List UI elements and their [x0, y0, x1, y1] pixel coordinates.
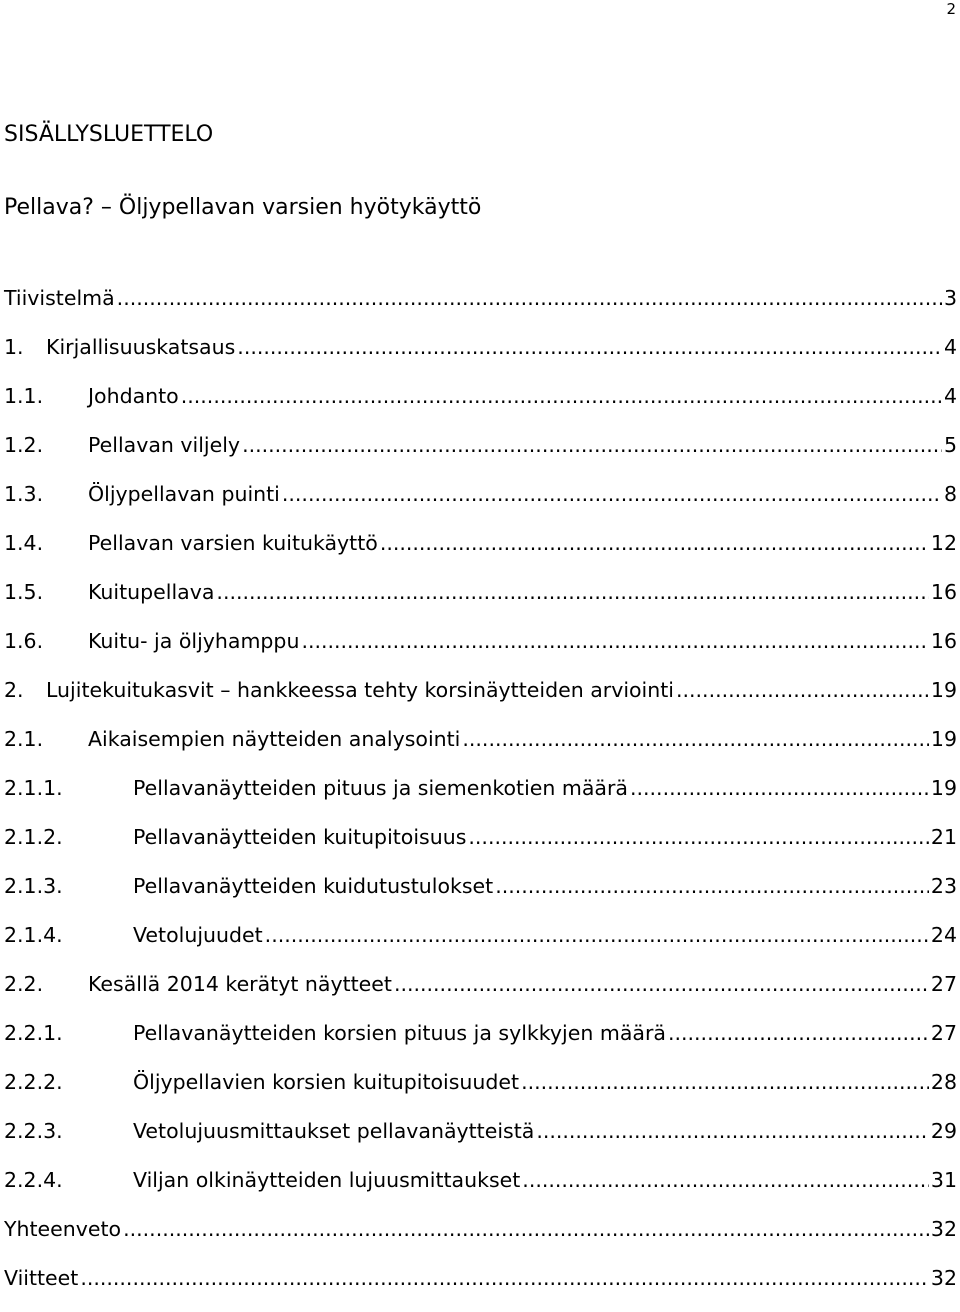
toc-dot-leader [522, 1165, 929, 1195]
toc-entry-page: 28 [930, 1070, 957, 1094]
toc-entry[interactable] [4, 626, 957, 675]
toc-entry[interactable] [4, 773, 957, 822]
toc-entry-number: 2.2.4. [4, 1168, 63, 1192]
toc-entry-title: Pellavanäytteiden kuidutustulokset [133, 874, 494, 898]
toc-entry-number: 2.1. [4, 727, 44, 751]
toc-entry-page: 23 [930, 874, 957, 898]
toc-entry-number: 1.6. [4, 629, 44, 653]
toc-entry[interactable] [4, 724, 957, 773]
toc-entry-number: 2.2. [4, 972, 44, 996]
toc-entry-number: 2. [4, 678, 24, 702]
toc-entry-title: Lujitekuitukasvit – hankkeessa tehty korsinäytteiden arviointi [46, 678, 674, 702]
toc-entry-number: 2.1.1. [4, 776, 63, 800]
toc-entry[interactable] [4, 1214, 957, 1263]
toc-dot-leader [676, 675, 929, 705]
toc-entry[interactable] [4, 479, 957, 528]
toc-entry-page: 31 [930, 1168, 957, 1192]
toc-entry-page: 3 [943, 286, 957, 310]
toc-entry-title: Pellavanäytteiden pituus ja siemenkotien määrä [133, 776, 628, 800]
toc-entry-page: 4 [943, 335, 957, 359]
toc-entry-title: Vetolujuudet [133, 923, 263, 947]
toc-entry-number: 1.3. [4, 482, 44, 506]
toc-entry-title: Pellavanäytteiden korsien pituus ja sylkkyjen määrä [133, 1021, 666, 1045]
toc-entry-page: 24 [930, 923, 957, 947]
toc-entry[interactable] [4, 283, 957, 332]
toc-entry-page: 19 [930, 727, 957, 751]
toc-dot-leader [668, 1018, 929, 1048]
toc-entry-number: 2.2.3. [4, 1119, 63, 1143]
toc-entry-page: 12 [930, 531, 957, 555]
toc-heading: SISÄLLYSLUETTELO [4, 122, 214, 147]
toc-entry[interactable] [4, 577, 957, 626]
toc-entry[interactable] [4, 1116, 957, 1165]
toc-dot-leader [630, 773, 929, 803]
toc-dot-leader [394, 969, 929, 999]
toc-entry-page: 8 [943, 482, 957, 506]
toc-entry-title: Kirjallisuuskatsaus [46, 335, 236, 359]
toc-dot-leader [468, 822, 929, 852]
toc-entry-title: Öljypellavien korsien kuitupitoisuudet [133, 1070, 520, 1094]
toc-entry-page: 19 [930, 678, 957, 702]
toc-entry-page: 16 [930, 629, 957, 653]
toc-entry-title: Kesällä 2014 kerätyt näytteet [88, 972, 392, 996]
toc-entry-page: 16 [930, 580, 957, 604]
table-of-contents [4, 283, 957, 1312]
document-title: Pellava? – Öljypellavan varsien hyötykäyttö [4, 195, 482, 220]
toc-entry-page: 29 [930, 1119, 957, 1143]
toc-entry-page: 5 [943, 433, 957, 457]
toc-entry-number: 2.1.2. [4, 825, 63, 849]
toc-dot-leader [495, 871, 929, 901]
toc-entry-page: 21 [930, 825, 957, 849]
toc-entry-title: Johdanto [88, 384, 179, 408]
toc-dot-leader [237, 332, 942, 362]
toc-entry[interactable] [4, 1018, 957, 1067]
toc-entry-title: Tiivistelmä [4, 286, 115, 310]
toc-dot-leader [282, 479, 942, 509]
toc-entry-title: Viitteet [4, 1266, 79, 1290]
toc-dot-leader [536, 1116, 929, 1146]
toc-entry[interactable] [4, 332, 957, 381]
toc-entry-title: Viljan olkinäytteiden lujuusmittaukset [133, 1168, 521, 1192]
toc-entry-title: Vetolujuusmittaukset pellavanäytteistä [133, 1119, 535, 1143]
toc-dot-leader [242, 430, 942, 460]
toc-entry-number: 2.2.1. [4, 1021, 63, 1045]
toc-entry-number: 1.1. [4, 384, 44, 408]
toc-dot-leader [265, 920, 929, 950]
toc-entry-page: 27 [930, 1021, 957, 1045]
toc-entry-title: Pellavan viljely [88, 433, 241, 457]
toc-entry-title: Pellavanäytteiden kuitupitoisuus [133, 825, 467, 849]
toc-entry-page: 27 [930, 972, 957, 996]
toc-entry[interactable] [4, 381, 957, 430]
toc-entry[interactable] [4, 675, 957, 724]
toc-entry-page: 4 [943, 384, 957, 408]
toc-entry-page: 19 [930, 776, 957, 800]
toc-dot-leader [462, 724, 929, 754]
toc-entry-number: 2.2.2. [4, 1070, 63, 1094]
toc-entry-page: 32 [930, 1266, 957, 1290]
toc-entry-number: 1.5. [4, 580, 44, 604]
toc-dot-leader [521, 1067, 929, 1097]
toc-entry[interactable] [4, 871, 957, 920]
toc-entry-number: 2.1.4. [4, 923, 63, 947]
toc-dot-leader [380, 528, 929, 558]
toc-entry-title: Yhteenveto [4, 1217, 122, 1241]
page-number: 2 [946, 0, 956, 18]
toc-entry-page: 32 [930, 1217, 957, 1241]
toc-entry[interactable] [4, 430, 957, 479]
toc-dot-leader [181, 381, 942, 411]
toc-dot-leader [216, 577, 928, 607]
toc-entry-title: Kuitupellava [88, 580, 215, 604]
toc-dot-leader [123, 1214, 929, 1244]
toc-entry[interactable] [4, 1165, 957, 1214]
toc-dot-leader [117, 283, 942, 313]
toc-entry-number: 1.2. [4, 433, 44, 457]
toc-entry[interactable] [4, 920, 957, 969]
toc-entry-title: Öljypellavan puinti [88, 482, 280, 506]
toc-dot-leader [301, 626, 928, 656]
toc-entry[interactable] [4, 1067, 957, 1116]
toc-entry[interactable] [4, 822, 957, 871]
toc-entry-number: 1.4. [4, 531, 44, 555]
toc-entry-title: Aikaisempien näytteiden analysointi [88, 727, 461, 751]
toc-entry-number: 2.1.3. [4, 874, 63, 898]
toc-entry[interactable] [4, 528, 957, 577]
toc-entry-title: Kuitu- ja öljyhamppu [88, 629, 300, 653]
toc-dot-leader [80, 1263, 929, 1293]
toc-entry[interactable] [4, 969, 957, 1018]
toc-entry-title: Pellavan varsien kuitukäyttö [88, 531, 378, 555]
toc-entry-number: 1. [4, 335, 24, 359]
